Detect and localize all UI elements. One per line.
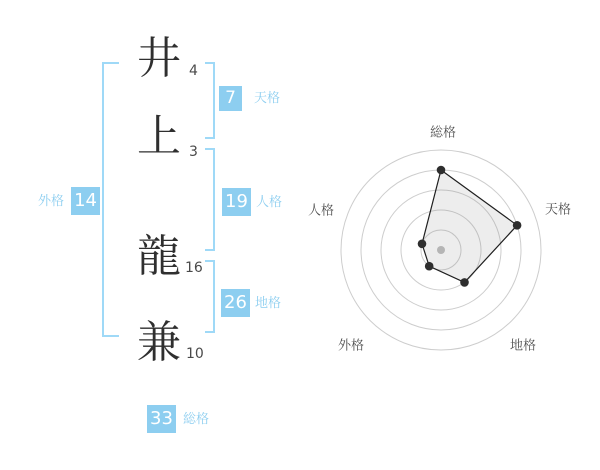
radar-axis-label: 外格 — [337, 338, 365, 354]
jinkaku-bracket — [205, 148, 215, 251]
radar-data-point — [437, 166, 446, 175]
radar-data-point — [513, 221, 522, 230]
radar-axis-label: 総格 — [429, 125, 457, 141]
radar-series-polygon — [422, 170, 517, 282]
radar-axis-label: 地格 — [509, 338, 537, 354]
tenkaku-label: 天格 — [254, 91, 281, 106]
radar-center-dot — [437, 246, 445, 254]
stroke-count-4: 10 — [186, 346, 204, 362]
name-char-1: 井 — [137, 33, 181, 84]
tenkaku-value-badge: 7 — [219, 86, 242, 111]
tenkaku-group — [219, 86, 280, 111]
soukaku-group — [147, 405, 209, 433]
radar-data-point — [418, 240, 427, 249]
chikaku-label: 地格 — [255, 295, 282, 311]
name-char-2: 上 — [137, 111, 181, 162]
soukaku-value-badge: 33 — [147, 405, 176, 433]
gaikaku-value-badge: 14 — [71, 187, 100, 215]
radar-axis-label: 人格 — [307, 203, 335, 219]
soukaku-label: 総格 — [183, 411, 210, 427]
stroke-count-2: 3 — [189, 144, 198, 160]
jinkaku-label: 人格 — [256, 194, 283, 210]
gaikaku-label: 外格 — [38, 193, 65, 209]
name-char-4: 兼 — [137, 317, 181, 368]
chikaku-bracket — [205, 260, 215, 333]
chikaku-group — [221, 289, 281, 317]
radar-data-point — [460, 278, 469, 287]
chikaku-value-badge: 26 — [221, 289, 250, 317]
gaikaku-group — [38, 187, 100, 215]
gaikaku-bracket — [102, 62, 119, 337]
jinkaku-group — [222, 188, 282, 216]
radar-data-point — [425, 262, 434, 271]
jinkaku-value-badge: 19 — [222, 188, 251, 216]
stroke-count-1: 4 — [189, 63, 198, 79]
stroke-count-3: 16 — [185, 260, 203, 276]
radar-chart — [301, 110, 581, 390]
tenkaku-bracket — [205, 62, 215, 139]
radar-axis-label: 天格 — [544, 202, 572, 218]
name-char-3: 龍 — [137, 231, 181, 282]
